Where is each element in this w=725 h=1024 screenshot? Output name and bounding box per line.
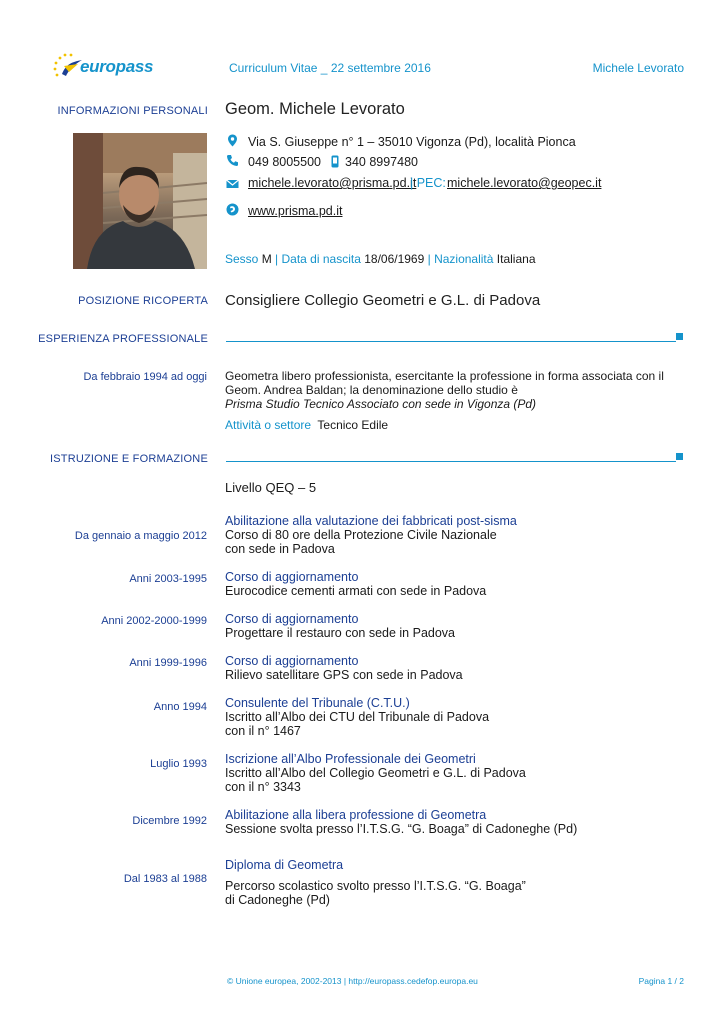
education-detail-2: con sede in Padova (225, 542, 335, 556)
section-divider (226, 461, 676, 462)
qualification-level: Livello QEQ – 5 (225, 480, 317, 495)
personal-details-line (225, 252, 536, 266)
education-item (225, 696, 489, 738)
section-divider-marker (676, 453, 683, 460)
education-detail-2: di Cadoneghe (Pd) (225, 893, 330, 907)
experience-line-2: Geom. Andrea Baldan; la denominazione dello studio è (225, 383, 518, 397)
section-divider-marker (676, 333, 683, 340)
birth-value: 18/06/1969 (364, 252, 425, 266)
website-icon (226, 203, 239, 216)
education-item (225, 612, 455, 640)
pec-label: | PEC: (410, 176, 446, 190)
mobile-phone-icon (330, 155, 340, 168)
education-detail-1: Progettare il restauro con sede in Padova (225, 626, 455, 640)
experience-period: Da febbraio 1994 ad oggi (83, 371, 207, 383)
education-item (225, 752, 526, 794)
education-detail-1: Iscritto all’Albo del Collegio Geometri e G.L. di Padova (225, 766, 526, 780)
location-pin-icon (226, 134, 239, 147)
education-title: Corso di aggiornamento (225, 570, 359, 584)
education-item (225, 654, 463, 682)
section-label-personal: INFORMAZIONI PERSONALI (57, 105, 208, 117)
experience-line-1: Geometra libero professionista, esercitante la professione in forma associata con il (225, 369, 664, 383)
education-title: Consulente del Tribunale (C.T.U.) (225, 696, 410, 710)
education-item (225, 808, 577, 836)
pec-link[interactable]: michele.levorato@geopec.it (447, 176, 602, 190)
education-title: Corso di aggiornamento (225, 654, 359, 668)
education-date: Anni 2002-2000-1999 (101, 615, 207, 627)
education-title: Corso di aggiornamento (225, 612, 359, 626)
position-value: Consigliere Collegio Geometri e G.L. di Padova (225, 292, 541, 309)
section-label-position: POSIZIONE RICOPERTA (78, 295, 208, 307)
education-item (225, 514, 517, 556)
education-item (225, 858, 526, 907)
sex-label: Sesso (225, 252, 259, 266)
section-label-experience: ESPERIENZA PROFESSIONALE (38, 333, 208, 345)
footer-page-number: Pagina 1 / 2 (638, 976, 684, 986)
education-detail-1: Eurocodice cementi armati con sede in Padova (225, 584, 487, 598)
profile-photo (73, 133, 207, 269)
website-link[interactable]: www.prisma.pd.it (248, 204, 343, 218)
education-title: Diploma di Geometra (225, 858, 344, 872)
portrait-image (73, 133, 207, 269)
mobile[interactable]: 340 8997480 (345, 155, 418, 169)
education-item (225, 570, 486, 598)
education-date: Anni 1999-1996 (129, 657, 207, 669)
education-date: Da gennaio a maggio 2012 (74, 530, 207, 542)
europass-logo-text: europass (80, 57, 154, 76)
education-date: Dicembre 1992 (132, 815, 207, 827)
education-title: Iscrizione all’Albo Professionale dei Geometri (225, 752, 476, 766)
sex-value: M (261, 252, 272, 266)
education-date: Luglio 1993 (150, 758, 207, 770)
education-detail-1: Rilievo satellitare GPS con sede in Padova (225, 668, 463, 682)
phone-icon (226, 154, 239, 167)
cv-title: Curriculum Vitae _ 22 settembre 2016 (229, 61, 431, 75)
experience-line-3: Prisma Studio Tecnico Associato con sede in Vigonza (Pd) (225, 397, 537, 411)
address: Via S. Giuseppe n° 1 – 35010 Vigonza (Pd), località Pionca (248, 135, 576, 149)
education-date: Dal 1983 al 1988 (123, 873, 207, 885)
footer-copyright: © Unione europea, 2002-2013 | http://europass.cedefop.europa.eu (227, 976, 478, 986)
education-detail-2: con il n° 3343 (225, 780, 301, 794)
europass-logo (52, 52, 152, 82)
experience-description (225, 369, 664, 411)
education-detail-1: Sessione svolta presso l’I.T.S.G. “G. Boaga” di Cadoneghe (Pd) (225, 822, 578, 836)
education-title: Abilitazione alla libera professione di Geometra (225, 808, 487, 822)
email-link[interactable]: michele.levorato@prisma.pd.it (248, 176, 417, 190)
cv-owner: Michele Levorato (592, 61, 684, 75)
nationality-value: Italiana (496, 252, 536, 266)
education-title: Abilitazione alla valutazione dei fabbricati post-sisma (225, 514, 517, 528)
email-icon (226, 177, 239, 190)
sector-value: Tecnico Edile (317, 418, 389, 432)
nationality-label: | Nazionalità (427, 252, 494, 266)
experience-sector (225, 418, 388, 432)
education-detail-1: Iscritto all’Albo dei CTU del Tribunale di Padova (225, 710, 490, 724)
birth-label: | Data di nascita (275, 252, 361, 266)
section-divider (226, 341, 676, 342)
education-date: Anni 2003-1995 (129, 573, 207, 585)
phone[interactable]: 049 8005500 (248, 155, 321, 169)
section-label-education: ISTRUZIONE E FORMAZIONE (50, 453, 208, 465)
education-detail-2: con il n° 1467 (225, 724, 301, 738)
education-date: Anno 1994 (153, 701, 207, 713)
education-detail-1: Corso di 80 ore della Protezione Civile Nazionale (225, 528, 497, 542)
education-detail-1: Percorso scolastico svolto presso l’I.T.S.G. “G. Boaga” (225, 879, 526, 893)
full-name: Geom. Michele Levorato (225, 100, 405, 118)
sector-label: Attività o settore (225, 418, 312, 432)
